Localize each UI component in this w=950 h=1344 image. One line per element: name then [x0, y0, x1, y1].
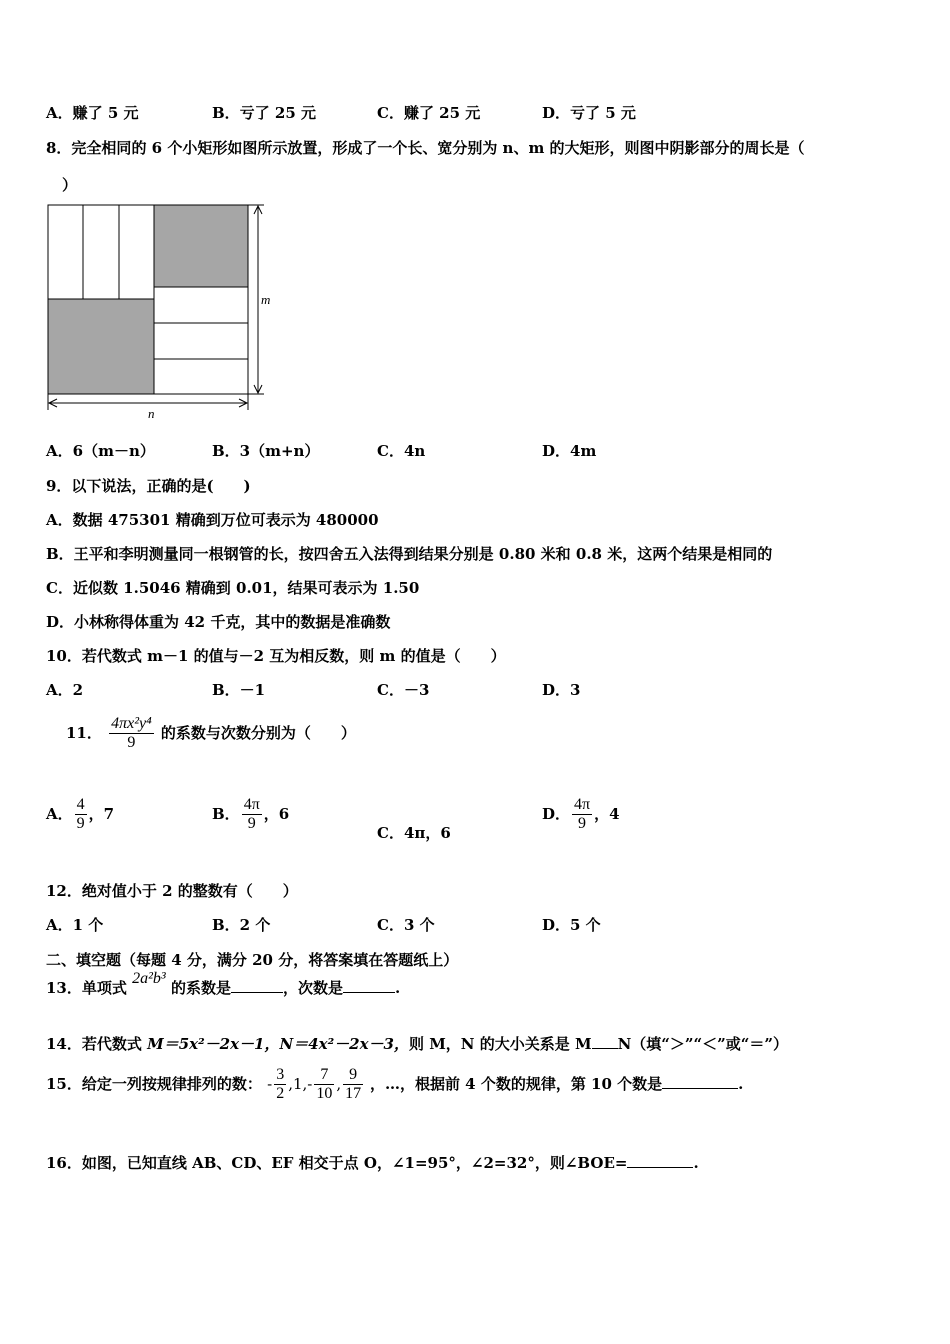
q7-option-b: B．亏了 25 元 [212, 104, 316, 122]
label-n: n [148, 406, 155, 421]
q10-option-c: C．－3 [377, 681, 430, 699]
q8-stem-end: ） [62, 176, 78, 194]
q7-option-a: A．赚了 5 元 [46, 104, 139, 122]
q16-stem: 16．如图，已知直线 AB、CD、EF 相交于点 O，∠1=95°，∠2=32°，则∠BOE= . [46, 1154, 699, 1172]
q12-option-c: C．3 个 [377, 916, 435, 934]
q13-monomial: 2a²b³ [132, 970, 166, 987]
q10-option-a: A．2 [46, 681, 84, 699]
q9-option-d: D．小林称得体重为 42 千克，其中的数据是准确数 [46, 613, 391, 631]
q11-option-b: B． $\frac{4\pi}{9}$ ，6 [212, 796, 290, 833]
q11-stem: 11． $\frac{\text{4πx²y⁴}}{9}$ 的系数与次数分别为（ ） [66, 715, 356, 752]
q13-stem: 13．单项式 2a²b³ 的系数是 ，次数是 . [46, 970, 401, 997]
q9-stem: 9．以下说法，正确的是( ) [46, 477, 251, 495]
q12-option-b: B．2 个 [212, 916, 271, 934]
q10-option-d: D．3 [542, 681, 581, 699]
q14-stem: 14．若代数式 M＝5x²－2x－1，N＝4x²－2x－3，则 M，N 的大小关系是 M N（填“＞”“＜”或“＝”） [46, 1035, 789, 1053]
q10-stem: 10．若代数式 m－1 的值与－2 互为相反数，则 m 的值是（ ） [46, 647, 506, 665]
q8-rectangle-figure [40, 198, 280, 423]
q15-stem: 15．给定一列按规律排列的数： - $\frac{3}{2}$ ,1,- $\frac{7}{10}$ , $\frac{9}{17}$ ，…，根据前 4 个数的规律，第 10 个数是 . [46, 1066, 744, 1103]
shaded-rect-bottom [48, 299, 154, 394]
q9-option-c: C．近似数 1.5046 精确到 0.01，结果可表示为 1.50 [46, 579, 420, 597]
q7-option-d: D．亏了 5 元 [542, 104, 636, 122]
q10-option-b: B．－1 [212, 681, 266, 699]
q11-option-c: C．4π，6 [377, 824, 451, 842]
q12-stem: 12．绝对值小于 2 的整数有（ ） [46, 882, 298, 900]
q8-option-b: B．3（m+n） [212, 442, 320, 460]
q12-option-a: A．1 个 [46, 916, 104, 934]
q8-option-d: D．4m [542, 442, 597, 460]
q12-option-d: D．5 个 [542, 916, 601, 934]
q8-stem: 8．完全相同的 6 个小矩形如图所示放置，形成了一个长、宽分别为 n、m 的大矩形，则图中阴影部分的周长是（ [46, 139, 805, 157]
q15-sequence: - $\frac{3}{2}$ ,1,- $\frac{7}{10}$ , $\frac{9}{17}$ [267, 1066, 362, 1103]
shaded-rect-top [154, 205, 248, 287]
q11-fraction: $\frac{\text{4πx²y⁴}}{9}$ [111, 715, 152, 752]
q11-option-a: A． $\frac{4}{9}$ ，7 [46, 796, 115, 833]
q11-option-d: D． $\frac{4\pi}{9}$ ，4 [542, 796, 620, 833]
q8-option-c: C．4n [377, 442, 426, 460]
q9-option-a: A．数据 475301 精确到万位可表示为 480000 [46, 511, 379, 529]
section-heading: 二、填空题（每题 4 分，满分 20 分，将答案填在答题纸上） [46, 951, 459, 969]
q8-option-a: A．6（m－n） [46, 442, 155, 460]
q7-option-c: C．赚了 25 元 [377, 104, 481, 122]
label-m: m [261, 292, 271, 307]
q9-option-b: B．王平和李明测量同一根钢管的长，按四舍五入法得到结果分别是 0.80 米和 0.8 米，这两个结果是相同的 [46, 545, 773, 563]
